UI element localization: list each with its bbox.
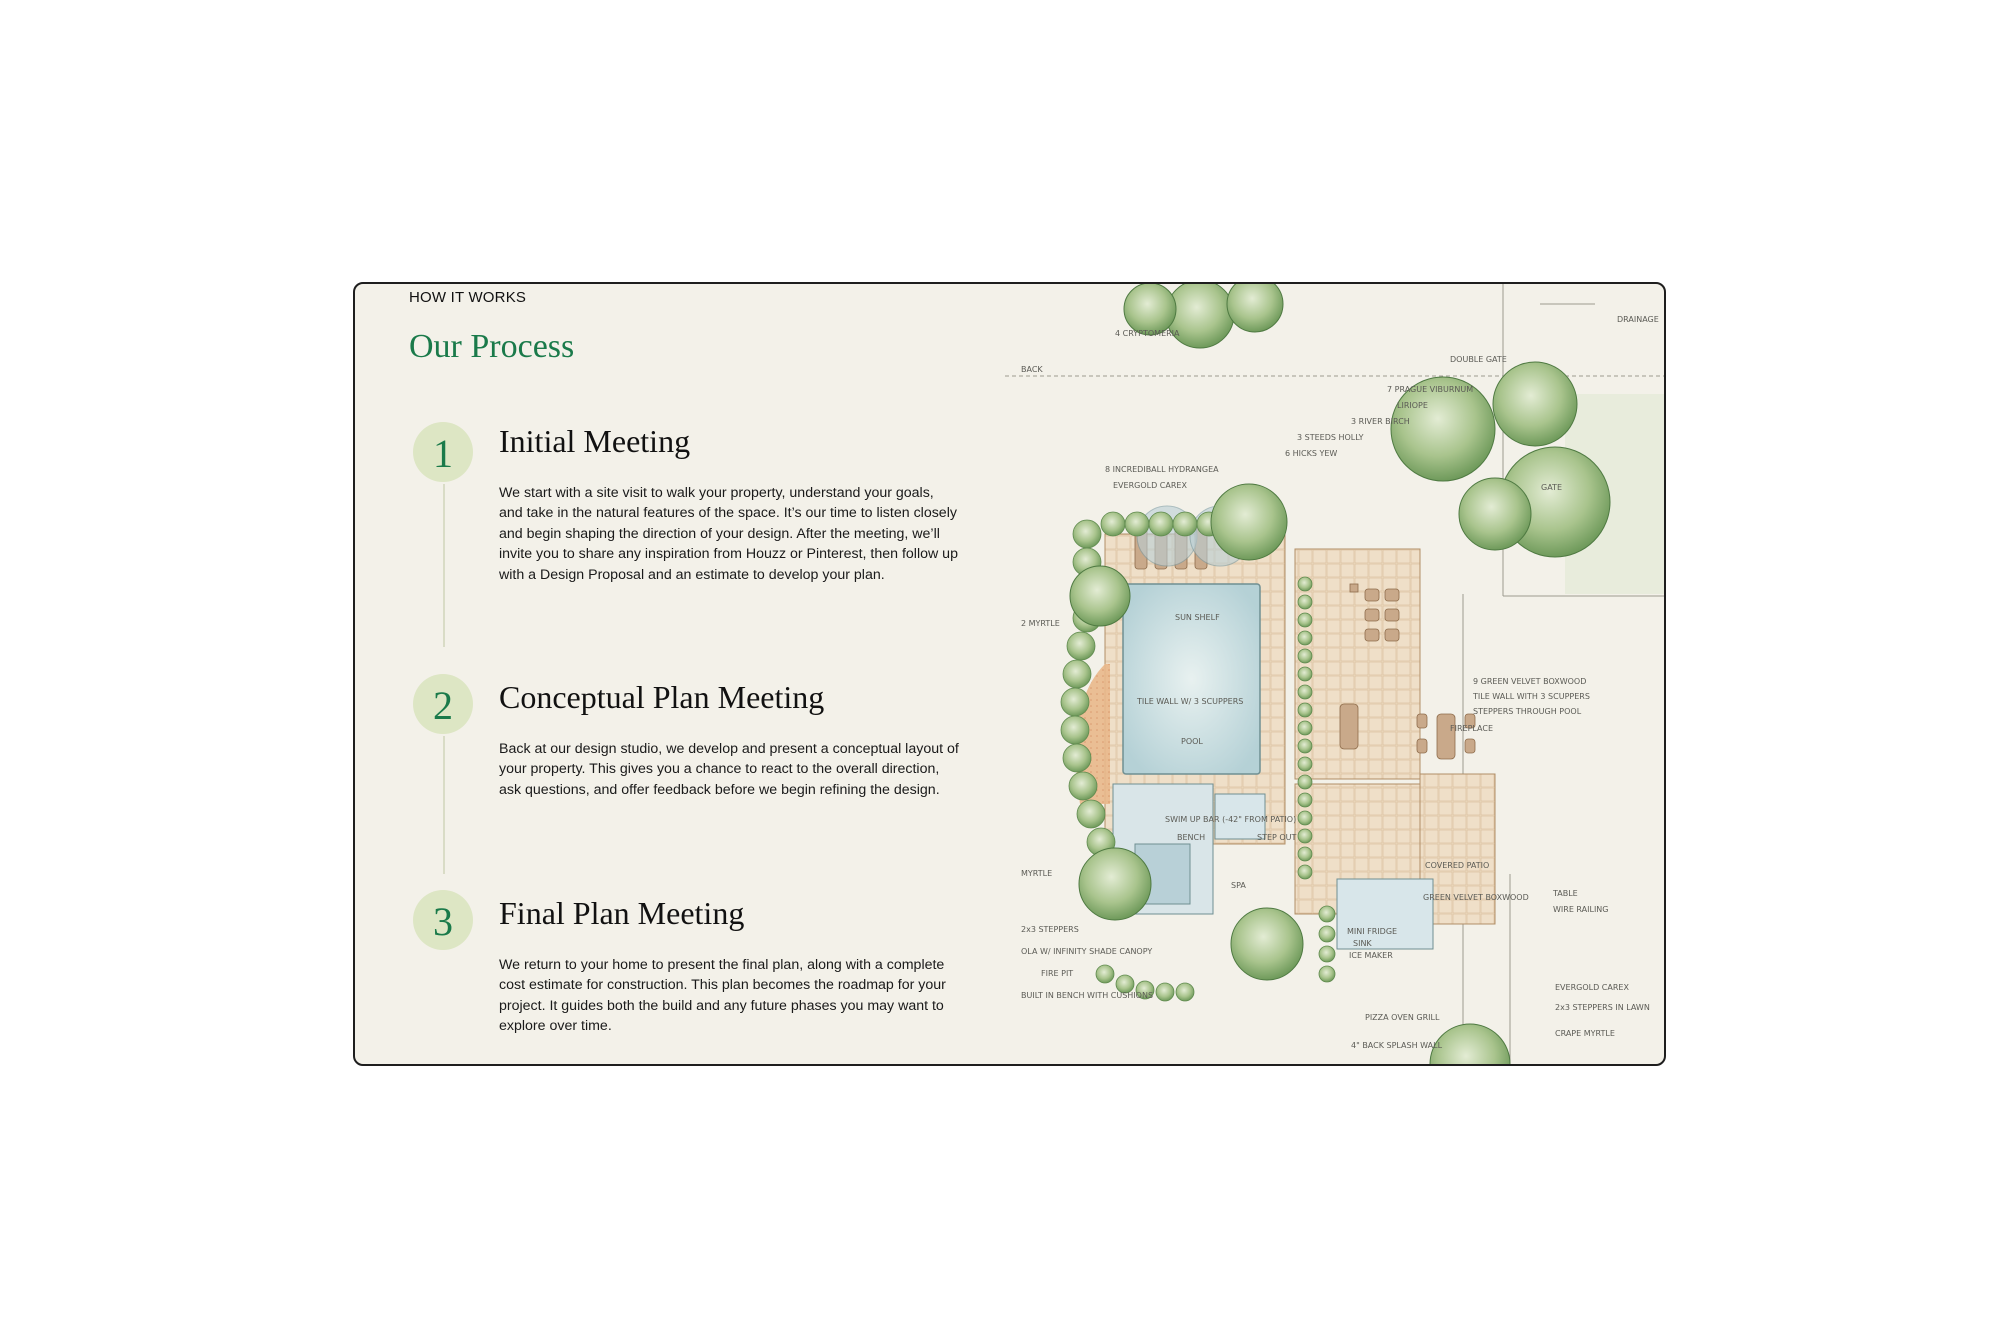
plan-label: OLA W/ INFINITY SHADE CANOPY xyxy=(1021,947,1153,956)
plan-label: BUILT IN BENCH WITH CUSHIONS xyxy=(1021,991,1154,1000)
plan-label: MYRTLE xyxy=(1021,869,1053,878)
plan-label: BENCH xyxy=(1177,833,1206,842)
plan-label: 7 PRAGUE VIBURNUM xyxy=(1387,385,1474,394)
section-eyebrow: HOW IT WORKS xyxy=(409,289,527,306)
plan-label: EVERGOLD CAREX xyxy=(1555,983,1629,992)
plan-label: 2x3 STEPPERS xyxy=(1021,925,1079,934)
plan-label: GREEN VELVET BOXWOOD xyxy=(1423,893,1529,902)
plan-label: TABLE xyxy=(1553,889,1578,898)
plan-label: WIRE RAILING xyxy=(1553,905,1609,914)
plan-label: 8 INCREDIBALL HYDRANGEA xyxy=(1105,465,1219,474)
plan-label: 3 STEEDS HOLLY xyxy=(1297,433,1364,442)
plan-label: 2x3 STEPPERS IN LAWN xyxy=(1555,1003,1650,1012)
plan-label: 4" BACK SPLASH WALL xyxy=(1351,1041,1443,1050)
plan-label: SUN SHELF xyxy=(1175,613,1220,622)
plan-label: SWIM UP BAR (-42" FROM PATIO) xyxy=(1165,815,1297,824)
how-it-works-section xyxy=(353,282,1666,1066)
plan-label: STEPPERS THROUGH POOL xyxy=(1473,707,1582,716)
plan-label: 3 RIVER BIRCH xyxy=(1351,417,1410,426)
plan-label: STEP OUT xyxy=(1257,833,1297,842)
plan-label: COVERED PATIO xyxy=(1425,861,1490,870)
plan-label: DOUBLE GATE xyxy=(1450,355,1507,364)
plan-label: DRAINAGE xyxy=(1617,315,1659,324)
plan-label: LIRIOPE xyxy=(1397,401,1428,410)
plan-label: 2 MYRTLE xyxy=(1021,619,1060,628)
step-number-badge: 2 xyxy=(413,674,473,734)
plan-label: BACK xyxy=(1021,365,1043,374)
step-description: We start with a site visit to walk your property, understand your goals, and take in the natural features of the space. It’s our time to listen closely and begin shaping the direction of your design. After the meeting, we’ll invite you to share any inspiration from Houzz or Pinterest, then follow up with a Design Proposal and an estimate to develop your plan. xyxy=(499,485,958,583)
step-description: Back at our design studio, we develop and present a conceptual layout of your property. This gives you a chance to react to the overall direction, ask questions, and offer feedback before we begin refining the design. xyxy=(499,741,959,798)
plan-label: FIRE PIT xyxy=(1041,969,1074,978)
plan-label: 6 HICKS YEW xyxy=(1285,449,1338,458)
section-title: Our Process xyxy=(409,328,575,365)
plan-label: GATE xyxy=(1541,483,1562,492)
plan-label: SPA xyxy=(1231,881,1246,890)
plan-label: MINI FRIDGE xyxy=(1347,927,1398,936)
plan-label: ICE MAKER xyxy=(1349,951,1393,960)
plan-label: TILE WALL WITH 3 SCUPPERS xyxy=(1473,692,1590,701)
plan-label: TILE WALL W/ 3 SCUPPERS xyxy=(1137,697,1244,706)
plan-label: SINK xyxy=(1353,939,1372,948)
step-title: Conceptual Plan Meeting xyxy=(499,679,825,715)
plan-label: POOL xyxy=(1181,737,1203,746)
plan-label: FIREPLACE xyxy=(1450,724,1494,733)
site-plan-drawing xyxy=(1005,284,1664,1064)
step-description: We return to your home to present the final plan, along with a complete cost estimate for construction. This plan becomes the roadmap for your project. It guides both the build and any future phases you may want to explore over time. xyxy=(499,957,946,1035)
step-connector-2 xyxy=(443,736,445,874)
step-number-badge: 1 xyxy=(413,422,473,482)
plan-label: 4 CRYPTOMERIA xyxy=(1115,329,1180,338)
step-title: Initial Meeting xyxy=(499,423,691,459)
plan-label: PIZZA OVEN GRILL xyxy=(1365,1013,1440,1022)
step-number-badge: 3 xyxy=(413,890,473,950)
step-connector-1 xyxy=(443,484,445,647)
plan-label: EVERGOLD CAREX xyxy=(1113,481,1187,490)
step-title: Final Plan Meeting xyxy=(499,895,745,931)
plan-label: CRAPE MYRTLE xyxy=(1555,1029,1615,1038)
landscape-plan-illustration xyxy=(1005,284,1664,1064)
plan-label: 9 GREEN VELVET BOXWOOD xyxy=(1473,677,1587,686)
